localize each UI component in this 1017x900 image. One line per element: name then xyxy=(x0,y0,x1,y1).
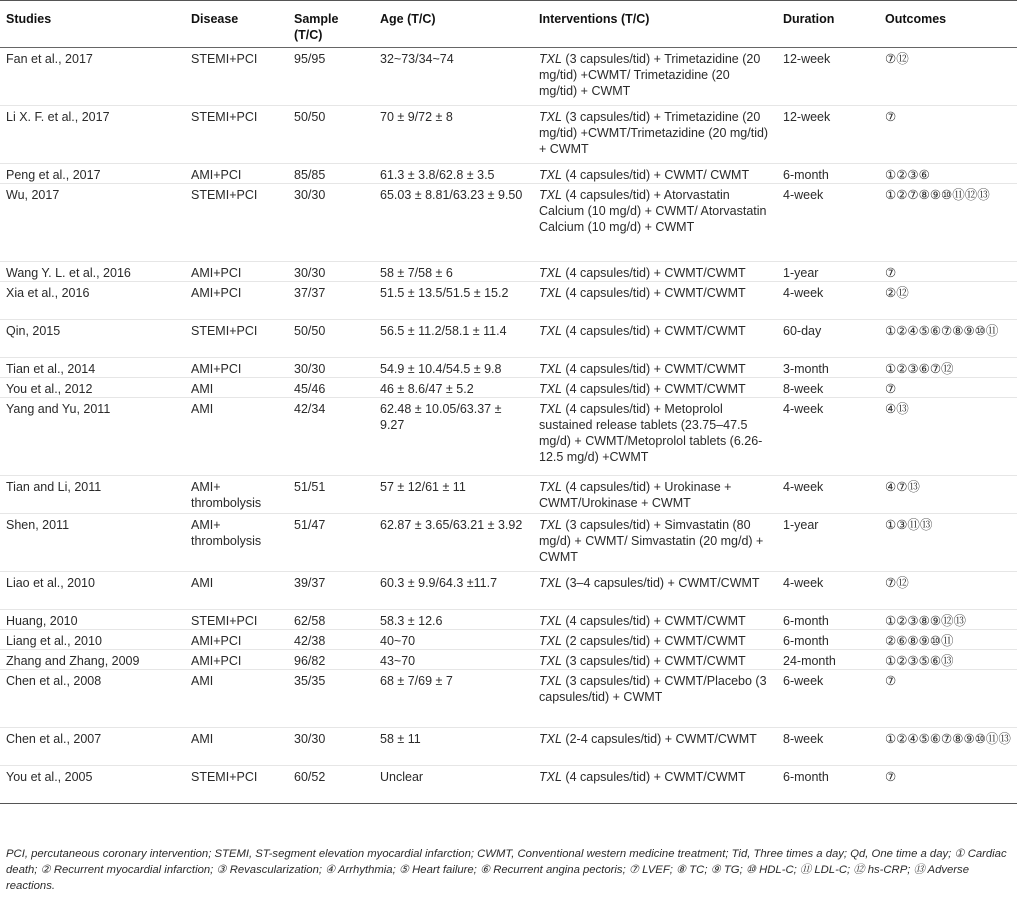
cell-duration: 8-week xyxy=(783,732,824,746)
table-row xyxy=(0,766,1017,804)
intervention-text: (4 capsules/tid) + CWMT/CWMT xyxy=(561,324,746,338)
cell-disease: STEMI+PCI xyxy=(191,614,258,628)
intervention-text: (2-4 capsules/tid) + CWMT/CWMT xyxy=(561,732,757,746)
intervention-text: (3 capsules/tid) + Trimetazidine (20 mg/tid) +CWMT/Trimetazidine (20 mg/tid) + CWMT xyxy=(539,110,769,156)
cell-age: 56.5 ± 11.2/58.1 ± 11.4 xyxy=(380,324,507,338)
cell-sample: 35/35 xyxy=(294,674,326,688)
cell-study: Xia et al., 2016 xyxy=(6,286,90,300)
cell-interventions xyxy=(533,572,777,610)
cell-interventions xyxy=(533,358,777,378)
table-row xyxy=(0,164,1017,184)
cell-age: 61.3 ± 3.8/62.8 ± 3.5 xyxy=(380,168,495,182)
table-row xyxy=(0,48,1017,106)
cell-age: 58 ± 11 xyxy=(380,732,421,746)
cell-outcomes: ⑦⑫ xyxy=(885,576,909,590)
cell-age: 62.48 ± 10.05/63.37 ± 9.27 xyxy=(380,402,502,432)
header-age: Age (T/C) xyxy=(380,12,436,26)
cell-sample: 30/30 xyxy=(294,732,326,746)
cell-duration: 6-month xyxy=(783,168,829,182)
cell-sample: 85/85 xyxy=(294,168,326,182)
cell-age: 62.87 ± 3.65/63.21 ± 3.92 xyxy=(380,518,523,532)
cell-interventions xyxy=(533,514,777,572)
cell-outcomes: ①②③⑥⑦⑫ xyxy=(885,362,954,376)
cell-disease: AMI xyxy=(191,732,214,746)
cell-disease: AMI+PCI xyxy=(191,286,242,300)
cell-sample: 39/37 xyxy=(294,576,326,590)
cell-sample: 42/38 xyxy=(294,634,326,648)
cell-duration: 4-week xyxy=(783,480,824,494)
cell-study: Liao et al., 2010 xyxy=(6,576,95,590)
txl-label: TXL xyxy=(539,382,562,396)
cell-sample: 50/50 xyxy=(294,324,326,338)
txl-label: TXL xyxy=(539,52,562,66)
cell-disease: AMI xyxy=(191,402,214,416)
cell-duration: 4-week xyxy=(783,286,824,300)
cell-duration: 1-year xyxy=(783,518,819,532)
cell-duration: 12-week xyxy=(783,110,831,124)
cell-sample: 37/37 xyxy=(294,286,326,300)
cell-outcomes: ①②④⑤⑥⑦⑧⑨⑩⑪⑬ xyxy=(885,732,1011,746)
cell-outcomes: ②⑥⑧⑨⑩⑪ xyxy=(885,634,954,648)
cell-interventions xyxy=(533,48,777,106)
cell-age: 60.3 ± 9.9/64.3 ±11.7 xyxy=(380,576,498,590)
cell-study: Tian et al., 2014 xyxy=(6,362,96,376)
cell-outcomes: ①②④⑤⑥⑦⑧⑨⑩⑪ xyxy=(885,324,999,338)
cell-disease: AMI+PCI xyxy=(191,362,242,376)
cell-age: 58.3 ± 12.6 xyxy=(380,614,443,628)
cell-interventions xyxy=(533,164,777,184)
table-row xyxy=(0,262,1017,282)
cell-interventions xyxy=(533,476,777,514)
cell-study: You et al., 2005 xyxy=(6,770,93,784)
intervention-text: (4 capsules/tid) + CWMT/CWMT xyxy=(561,770,746,784)
cell-sample: 50/50 xyxy=(294,110,326,124)
cell-sample: 60/52 xyxy=(294,770,326,784)
cell-age: 68 ± 7/69 ± 7 xyxy=(380,674,453,688)
cell-study: Huang, 2010 xyxy=(6,614,78,628)
cell-study: Wang Y. L. et al., 2016 xyxy=(6,266,131,280)
cell-interventions xyxy=(533,728,777,766)
intervention-text: (3–4 capsules/tid) + CWMT/CWMT xyxy=(561,576,760,590)
table-row xyxy=(0,728,1017,766)
cell-interventions xyxy=(533,262,777,282)
cell-outcomes: ⑦ xyxy=(885,110,897,124)
txl-label: TXL xyxy=(539,362,562,376)
cell-outcomes: ⑦⑫ xyxy=(885,52,909,66)
txl-label: TXL xyxy=(539,654,562,668)
cell-outcomes: ①③⑪⑬ xyxy=(885,518,933,532)
table-row xyxy=(0,650,1017,670)
cell-sample: 42/34 xyxy=(294,402,326,416)
cell-disease: STEMI+PCI xyxy=(191,324,258,338)
intervention-text: (3 capsules/tid) + CWMT/Placebo (3 capsules/tid) + CWMT xyxy=(539,674,767,704)
cell-outcomes: ①②⑦⑧⑨⑩⑪⑫⑬ xyxy=(885,188,990,202)
cell-sample: 95/95 xyxy=(294,52,326,66)
cell-duration: 60-day xyxy=(783,324,822,338)
cell-outcomes: ①②③⑤⑥⑬ xyxy=(885,654,954,668)
cell-age: 57 ± 12/61 ± 11 xyxy=(380,480,466,494)
cell-age: 40~70 xyxy=(380,634,416,648)
cell-study: Fan et al., 2017 xyxy=(6,52,93,66)
txl-label: TXL xyxy=(539,770,562,784)
header-sample: Sample (T/C) xyxy=(294,12,339,42)
cell-interventions xyxy=(533,766,777,804)
cell-outcomes: ①②③⑧⑨⑫⑬ xyxy=(885,614,967,628)
txl-label: TXL xyxy=(539,674,562,688)
txl-label: TXL xyxy=(539,286,562,300)
cell-study: Yang and Yu, 2011 xyxy=(6,402,111,416)
cell-disease: AMI+ thrombolysis xyxy=(191,480,262,510)
cell-duration: 6-month xyxy=(783,634,829,648)
cell-age: 46 ± 8.6/47 ± 5.2 xyxy=(380,382,474,396)
cell-disease: STEMI+PCI xyxy=(191,770,258,784)
cell-study: You et al., 2012 xyxy=(6,382,93,396)
cell-age: 65.03 ± 8.81/63.23 ± 9.50 xyxy=(380,188,523,202)
txl-label: TXL xyxy=(539,576,562,590)
table-row xyxy=(0,630,1017,650)
txl-label: TXL xyxy=(539,614,562,628)
cell-study: Liang et al., 2010 xyxy=(6,634,102,648)
txl-label: TXL xyxy=(539,110,562,124)
table-row xyxy=(0,106,1017,164)
intervention-text: (3 capsules/tid) + Trimetazidine (20 mg/tid) +CWMT/ Trimetazidine (20 mg/tid) + CWMT xyxy=(539,52,761,98)
header-outcomes: Outcomes xyxy=(885,12,947,26)
intervention-text: (4 capsules/tid) + Metoprolol sustained release tablets (23.75–47.5 mg/d) + CWMT/Metoprolol tablets (6.26-12.5 mg/d) +CWMT xyxy=(539,402,763,464)
table-row xyxy=(0,358,1017,378)
cell-disease: AMI+PCI xyxy=(191,266,242,280)
cell-sample: 96/82 xyxy=(294,654,326,668)
cell-duration: 8-week xyxy=(783,382,824,396)
cell-outcomes: ⑦ xyxy=(885,674,897,688)
cell-duration: 6-week xyxy=(783,674,824,688)
cell-disease: AMI+ thrombolysis xyxy=(191,518,262,548)
cell-sample: 45/46 xyxy=(294,382,326,396)
cell-age: 32~73/34~74 xyxy=(380,52,454,66)
intervention-text: (3 capsules/tid) + Simvastatin (80 mg/d) + CWMT/ Simvastatin (20 mg/d) + CWMT xyxy=(539,518,764,564)
header-row xyxy=(0,1,1017,48)
cell-disease: AMI+PCI xyxy=(191,654,242,668)
cell-outcomes: ④⑦⑬ xyxy=(885,480,920,494)
cell-duration: 24-month xyxy=(783,654,836,668)
table-row xyxy=(0,572,1017,610)
cell-age: 43~70 xyxy=(380,654,416,668)
cell-sample: 51/47 xyxy=(294,518,326,532)
cell-age: Unclear xyxy=(380,770,424,784)
intervention-text: (4 capsules/tid) + CWMT/CWMT xyxy=(561,614,746,628)
txl-label: TXL xyxy=(539,324,562,338)
intervention-text: (4 capsules/tid) + CWMT/CWMT xyxy=(561,362,746,376)
cell-age: 70 ± 9/72 ± 8 xyxy=(380,110,453,124)
cell-duration: 1-year xyxy=(783,266,819,280)
cell-interventions xyxy=(533,610,777,630)
txl-label: TXL xyxy=(539,188,562,202)
cell-sample: 30/30 xyxy=(294,362,326,376)
intervention-text: (4 capsules/tid) + CWMT/CWMT xyxy=(561,286,746,300)
table-footnote: PCI, percutaneous coronary intervention; STEMI, ST-segment elevation myocardial infarction; CWMT, Conventional western medicine treatment; Tid, Three times a day; Qd, One time a day; ① Cardiac death; ② Recurrent myocardial infarction; ③ Revascularization; ④ Arrhythmia; ⑤ Heart failure; ⑥ Recurrent angina pectoris; ⑦ LVEF; ⑧ TC; ⑨ TG; ⑩ HDL-C; ⑪ LDL-C; ⑫ hs-CRP; ⑬ Adverse reactions. xyxy=(6,848,1007,892)
cell-sample: 30/30 xyxy=(294,266,326,280)
cell-duration: 6-month xyxy=(783,614,829,628)
cell-disease: AMI xyxy=(191,674,214,688)
cell-age: 58 ± 7/58 ± 6 xyxy=(380,266,453,280)
cell-interventions xyxy=(533,320,777,358)
intervention-text: (4 capsules/tid) + Urokinase + CWMT/Urokinase + CWMT xyxy=(539,480,732,510)
cell-study: Wu, 2017 xyxy=(6,188,60,202)
table-row xyxy=(0,514,1017,572)
cell-disease: STEMI+PCI xyxy=(191,188,258,202)
cell-sample: 62/58 xyxy=(294,614,326,628)
table-row xyxy=(0,476,1017,514)
intervention-text: (4 capsules/tid) + CWMT/CWMT xyxy=(561,266,746,280)
cell-interventions xyxy=(533,650,777,670)
table-row xyxy=(0,670,1017,728)
txl-label: TXL xyxy=(539,732,562,746)
cell-disease: STEMI+PCI xyxy=(191,52,258,66)
txl-label: TXL xyxy=(539,168,562,182)
table-row xyxy=(0,610,1017,630)
cell-disease: AMI xyxy=(191,576,214,590)
cell-age: 51.5 ± 13.5/51.5 ± 15.2 xyxy=(380,286,509,300)
cell-study: Qin, 2015 xyxy=(6,324,61,338)
txl-label: TXL xyxy=(539,266,562,280)
cell-disease: AMI+PCI xyxy=(191,634,242,648)
cell-study: Tian and Li, 2011 xyxy=(6,480,102,494)
cell-interventions xyxy=(533,670,777,728)
cell-disease: STEMI+PCI xyxy=(191,110,258,124)
cell-study: Peng et al., 2017 xyxy=(6,168,101,182)
cell-interventions xyxy=(533,106,777,164)
table-row xyxy=(0,320,1017,358)
cell-disease: AMI xyxy=(191,382,214,396)
header-studies: Studies xyxy=(6,12,52,26)
header-duration: Duration xyxy=(783,12,835,26)
cell-age: 54.9 ± 10.4/54.5 ± 9.8 xyxy=(380,362,502,376)
cell-interventions xyxy=(533,378,777,398)
cell-study: Chen et al., 2008 xyxy=(6,674,102,688)
intervention-text: (4 capsules/tid) + Atorvastatin Calcium (10 mg/d) + CWMT/ Atorvastatin Calcium (10 mg/d) + CWMT xyxy=(539,188,767,234)
intervention-text: (4 capsules/tid) + CWMT/CWMT xyxy=(561,382,746,396)
cell-duration: 12-week xyxy=(783,52,831,66)
table-row xyxy=(0,282,1017,320)
cell-outcomes: ⑦ xyxy=(885,266,897,280)
cell-study: Shen, 2011 xyxy=(6,518,70,532)
cell-interventions xyxy=(533,282,777,320)
cell-duration: 4-week xyxy=(783,402,824,416)
cell-duration: 6-month xyxy=(783,770,829,784)
cell-duration: 4-week xyxy=(783,188,824,202)
cell-duration: 4-week xyxy=(783,576,824,590)
cell-duration: 3-month xyxy=(783,362,829,376)
cell-interventions xyxy=(533,398,777,476)
cell-interventions xyxy=(533,630,777,650)
cell-outcomes: ⑦ xyxy=(885,770,897,784)
cell-sample: 30/30 xyxy=(294,188,326,202)
cell-sample: 51/51 xyxy=(294,480,326,494)
txl-label: TXL xyxy=(539,634,562,648)
header-interventions: Interventions (T/C) xyxy=(539,12,650,26)
header-disease: Disease xyxy=(191,12,239,26)
txl-label: TXL xyxy=(539,518,562,532)
txl-label: TXL xyxy=(539,480,562,494)
intervention-text: (3 capsules/tid) + CWMT/CWMT xyxy=(561,654,746,668)
cell-study: Zhang and Zhang, 2009 xyxy=(6,654,140,668)
table-body xyxy=(0,48,1017,804)
txl-label: TXL xyxy=(539,402,562,416)
cell-study: Li X. F. et al., 2017 xyxy=(6,110,110,124)
cell-outcomes: ⑦ xyxy=(885,382,897,396)
cell-study: Chen et al., 2007 xyxy=(6,732,102,746)
cell-outcomes: ①②③⑥ xyxy=(885,168,930,182)
cell-outcomes: ②⑫ xyxy=(885,286,909,300)
table-row xyxy=(0,398,1017,476)
table-row xyxy=(0,378,1017,398)
cell-interventions xyxy=(533,184,777,262)
table-row xyxy=(0,184,1017,262)
intervention-text: (2 capsules/tid) + CWMT/CWMT xyxy=(561,634,746,648)
intervention-text: (4 capsules/tid) + CWMT/ CWMT xyxy=(561,168,750,182)
cell-disease: AMI+PCI xyxy=(191,168,242,182)
cell-outcomes: ④⑬ xyxy=(885,402,909,416)
